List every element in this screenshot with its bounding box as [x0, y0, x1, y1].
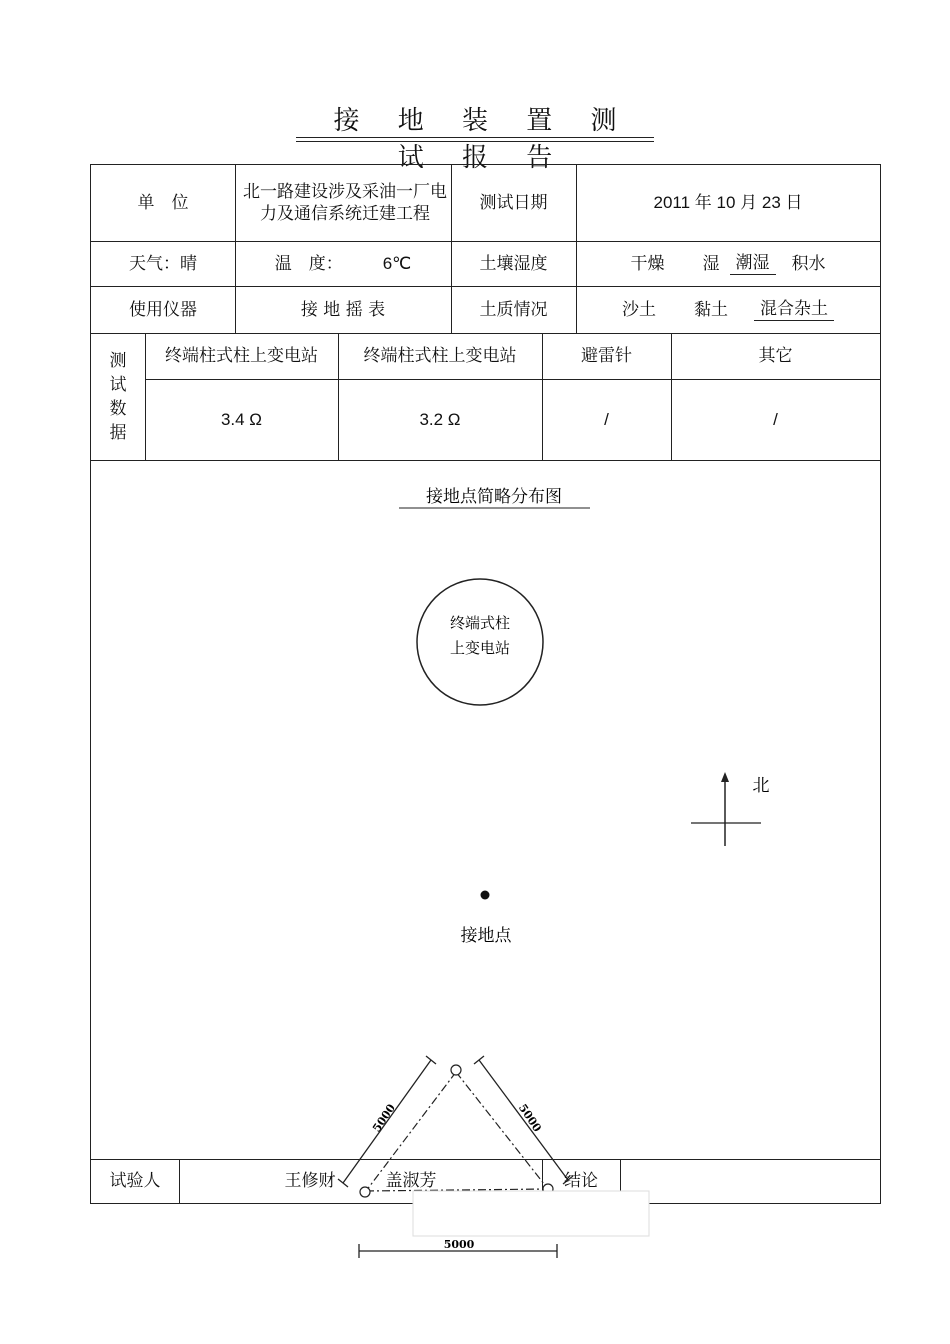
title-underline-second — [296, 141, 654, 142]
weather: 天气：晴 — [129, 253, 197, 274]
test-value-3: / — [604, 409, 609, 429]
soil-options — [576, 286, 880, 333]
dimension-right-label: 5000 — [515, 1101, 544, 1135]
moisture-option-water: 积水 — [791, 253, 826, 274]
soil-label: 土质情况 — [479, 299, 548, 320]
moisture-options — [576, 241, 880, 286]
date-label: 测试日期 — [479, 193, 548, 213]
soil-option-clay: 黏土 — [694, 299, 728, 320]
substation-label-line2: 上变电站 — [449, 639, 511, 657]
diagram-heading: 接地点简略分布图 — [426, 487, 562, 507]
test-data-char: 测 — [109, 350, 127, 371]
test-value-1: 3.4 Ω — [220, 409, 263, 429]
moisture-option-dry: 干燥 — [630, 253, 665, 274]
tester-name-2: 盖淑芳 — [385, 1171, 437, 1191]
dimension-bottom-label: 5000 — [443, 1238, 475, 1251]
test-value-2: 3.2 Ω — [419, 409, 461, 429]
dimension-left-label: 5000 — [370, 1101, 399, 1135]
north-arrow-icon — [691, 772, 761, 846]
test-header-4: 其它 — [758, 346, 793, 366]
test-data-char: 试 — [109, 374, 127, 395]
test-data-label — [91, 333, 145, 460]
moisture-option-wet-selected: 潮湿 — [730, 252, 776, 275]
report-title: 接 地 装 置 测 试 报 告 — [333, 106, 632, 173]
soil-option-mixed-selected: 混合杂土 — [754, 298, 834, 321]
instrument-label: 使用仪器 — [129, 299, 197, 320]
ground-point-label: 接地点 — [460, 926, 512, 946]
tester-label: 试验人 — [109, 1171, 161, 1191]
soil-option-sand: 沙土 — [622, 299, 656, 320]
conclusion-label: 结论 — [564, 1171, 598, 1191]
temperature-value: 6℃ — [382, 253, 412, 273]
unit-value: 北一路建设涉及采油一厂电力及通信系统迁建工程 — [243, 182, 447, 224]
substation-label-line1: 终端式柱 — [449, 614, 511, 632]
unit-label: 单 位 — [137, 193, 189, 213]
test-value-4: / — [773, 409, 778, 429]
moisture-label: 土壤湿度 — [479, 253, 548, 274]
temperature-label: 温 度： — [274, 253, 343, 274]
test-data-char: 据 — [109, 422, 127, 443]
north-label: 北 — [752, 776, 770, 796]
tester-names — [179, 1159, 542, 1203]
instrument-value: 接 地 摇 表 — [300, 299, 386, 320]
test-header-3: 避雷针 — [581, 346, 632, 366]
title-underline — [296, 137, 654, 138]
temperature — [235, 241, 451, 286]
test-header-1: 终端柱式柱上变电站 — [165, 346, 318, 366]
test-header-2: 终端柱式柱上变电站 — [363, 346, 517, 366]
report-table — [90, 164, 881, 1251]
test-data-char: 数 — [109, 398, 127, 419]
date-value: 2011 年 10 月 23 日 — [653, 193, 803, 212]
conclusion-value — [620, 1159, 880, 1203]
ground-point-dot — [481, 891, 490, 900]
moisture-option-damp: 湿 — [702, 253, 720, 274]
tester-name-1: 王修财 — [284, 1171, 336, 1191]
